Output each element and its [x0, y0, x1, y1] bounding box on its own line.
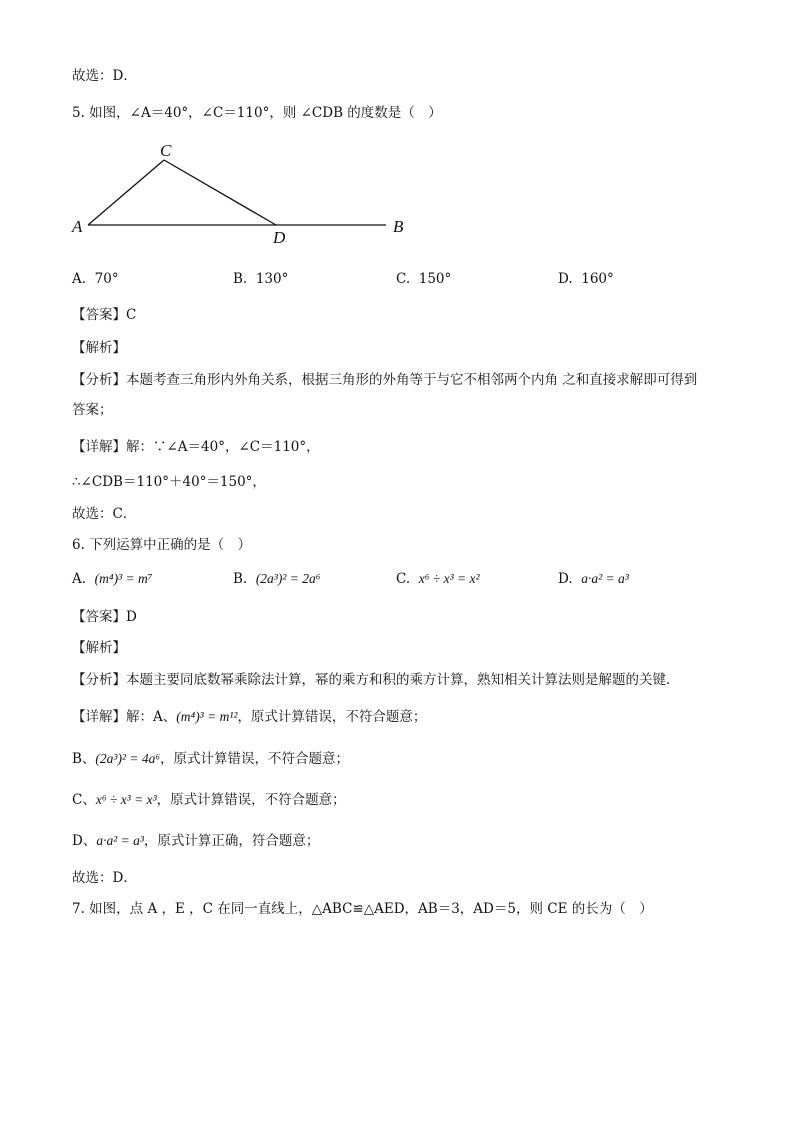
conclusion-6: 故选：D． [72, 870, 137, 886]
option-label: A. [72, 571, 87, 587]
question-5: 5. 如图，∠A＝40°，∠C＝110°，则 ∠CDB 的度数是（ ） [72, 105, 442, 121]
option-value: (m⁴)³ = m⁷ [94, 571, 153, 586]
detail-verdict: ，原式计算正确，符合题意； [143, 833, 320, 849]
detail-prefix: C、 [72, 792, 96, 808]
option-label: A. [72, 271, 87, 287]
q6-option-c[interactable] [396, 571, 480, 587]
detail-6-line-c [72, 790, 346, 810]
question-7: 7. 如图，点 A ，E ，C 在同一直线上，△ABC≌△AED，AB＝3，AD＝5，则 CE 的长为（ ） [72, 901, 653, 917]
option-label: C. [396, 571, 411, 587]
q5-option-a[interactable] [72, 271, 119, 287]
point-b-label: B [393, 217, 404, 236]
detail-prefix: 【详解】解：A、 [72, 709, 177, 725]
question-6: 6. 下列运算中正确的是（ ） [72, 537, 252, 553]
option-value: a·a² = a³ [581, 571, 629, 586]
option-value: (2a³)² = 2a⁶ [255, 571, 321, 586]
q6-option-d[interactable] [558, 571, 629, 587]
detail-5-line-2: ∴∠CDB＝110°＋40°＝150°， [72, 474, 266, 490]
analysis-6: 【分析】本题主要同底数幂乘除法计算，幂的乘方和积的乘方计算，熟知相关计算法则是解题的关键． [72, 672, 680, 688]
option-label: D. [558, 571, 573, 587]
q5-option-c[interactable] [396, 271, 451, 287]
detail-6-line-a [72, 707, 426, 727]
point-a-label: A [72, 217, 83, 236]
segment-ac [88, 160, 164, 225]
prev-answer-line: 故选：D． [72, 68, 137, 84]
detail-6-line-b [72, 749, 349, 769]
detail-prefix: B、 [72, 751, 96, 767]
option-value: 130° [255, 271, 289, 287]
detail-6-line-d [72, 831, 319, 851]
answer-5: 【答案】C [72, 307, 137, 323]
q6-option-b[interactable] [233, 571, 320, 587]
option-value: 150° [418, 271, 452, 287]
analysis-5-line-1: 【分析】本题考查三角形内外角关系，根据三角形的外角等于与它不相邻两个内角 之和直接求解即可得到 [72, 372, 698, 388]
point-d-label: D [273, 228, 286, 247]
detail-expr: (2a³)² = 4a⁶ [95, 751, 161, 766]
detail-expr: a·a² = a³ [96, 833, 144, 848]
detail-verdict: ，原式计算错误，不符合题意； [160, 751, 350, 767]
answer-6: 【答案】D [72, 609, 137, 625]
analysis-heading-6: 【解析】 [72, 640, 126, 656]
detail-5-line-1: 【详解】解：∵∠A＝40°，∠C＝110°， [72, 439, 320, 455]
option-label: C. [396, 271, 411, 287]
segment-cd [164, 160, 276, 225]
detail-verdict: ，原式计算错误，不符合题意； [237, 709, 427, 725]
triangle-figure [70, 138, 430, 248]
conclusion-5: 故选：C． [72, 506, 137, 522]
analysis-heading-5: 【解析】 [72, 340, 126, 356]
option-label: B. [233, 571, 248, 587]
option-value: x⁶ ÷ x³ = x² [418, 571, 480, 586]
q5-option-b[interactable] [233, 271, 288, 287]
detail-prefix: D、 [72, 833, 97, 849]
q6-option-a[interactable] [72, 571, 152, 587]
option-value: 70° [94, 271, 119, 287]
detail-expr: (m⁴)³ = m¹² [176, 709, 238, 724]
option-value: 160° [581, 271, 614, 287]
option-label: D. [558, 271, 573, 287]
point-c-label: C [160, 141, 172, 160]
option-label: B. [233, 271, 248, 287]
analysis-5-line-2: 答案； [72, 402, 113, 418]
detail-expr: x⁶ ÷ x³ = x³ [95, 792, 157, 807]
detail-verdict: ，原式计算错误，不符合题意； [156, 792, 346, 808]
q5-option-d[interactable] [558, 271, 614, 287]
